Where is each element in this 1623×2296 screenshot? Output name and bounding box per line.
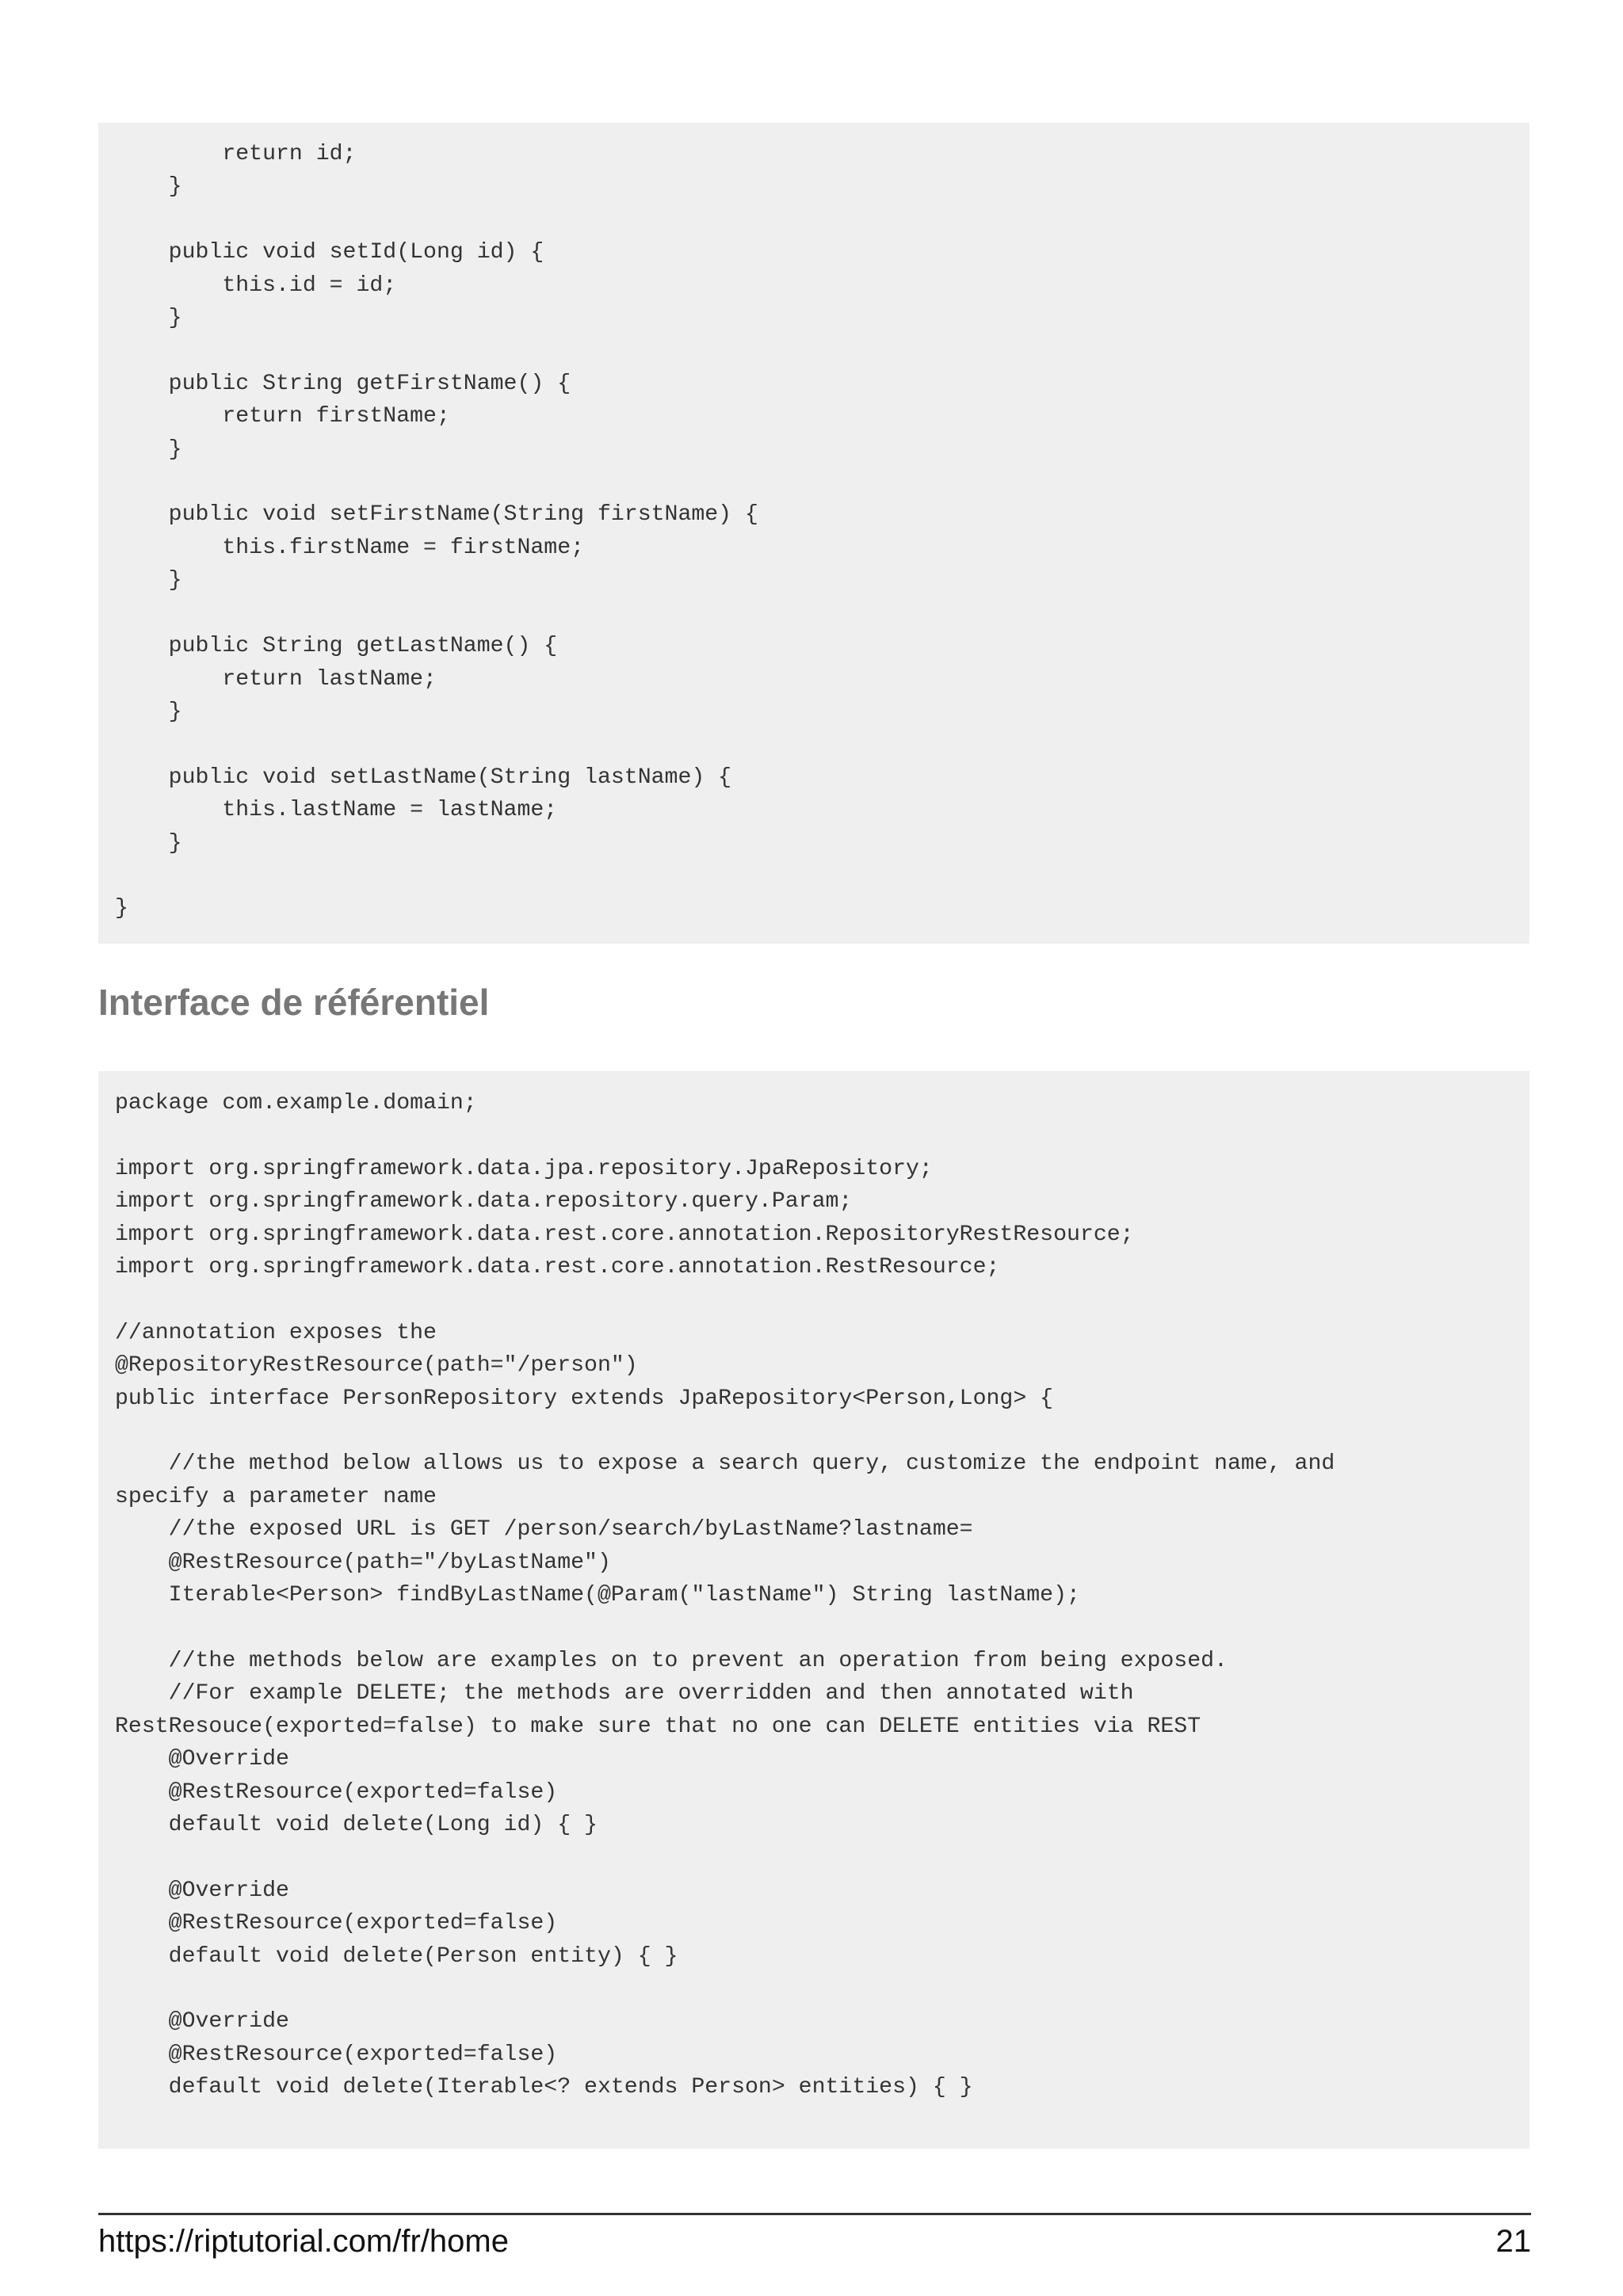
code-block-repository-interface: package com.example.domain; import org.springframework.data.jpa.repository.JpaRepository; import org.springframework.data.repository.query.Param; import org.springframework.data.rest.core.annotation.RepositoryRestResource; import org.springframework.data.rest.core.annotation.RestResource; //annotation exposes the @RepositoryRestResource(path="/person") public interface PersonRepository extends JpaRepository<Person,Long> { //the method below allows us to expose a search query, customize the endpoint name, and specify a parameter name //the exposed URL is GET /person/search/byLastName?lastname= @RestResource(path="/byLastName") Iterable<Person> findByLastName(@Param("lastName") String lastName); //the methods below are examples on to prevent an operation from being exposed. //For example DELETE; the methods are overridden and then annotated with RestResouce(exported=false) to make sure that no one can DELETE entities via REST @Override @RestResource(exported=false) default void delete(Long id) { } @Override @RestResource(exported=false) default void delete(Person entity) { } @Override @RestResource(exported=false) default void delete(Iterable<? extends Person> entities) { } xyxy=(98,1071,1529,2149)
footer-url[interactable]: https://riptutorial.com/fr/home xyxy=(98,2224,509,2259)
page-number: 21 xyxy=(1495,2224,1531,2259)
footer-divider xyxy=(98,2213,1531,2215)
section-heading: Interface de référentiel xyxy=(98,982,490,1023)
code-block-entity-accessors: return id; } public void setId(Long id) { this.id = id; } public String getFirstName() { return firstName; } public void setFirstName(String firstName) { this.firstName = firstName; } public String getLastName() { return lastName; } public void setLastName(String lastName) { this.lastName = lastName; } } xyxy=(98,123,1529,944)
